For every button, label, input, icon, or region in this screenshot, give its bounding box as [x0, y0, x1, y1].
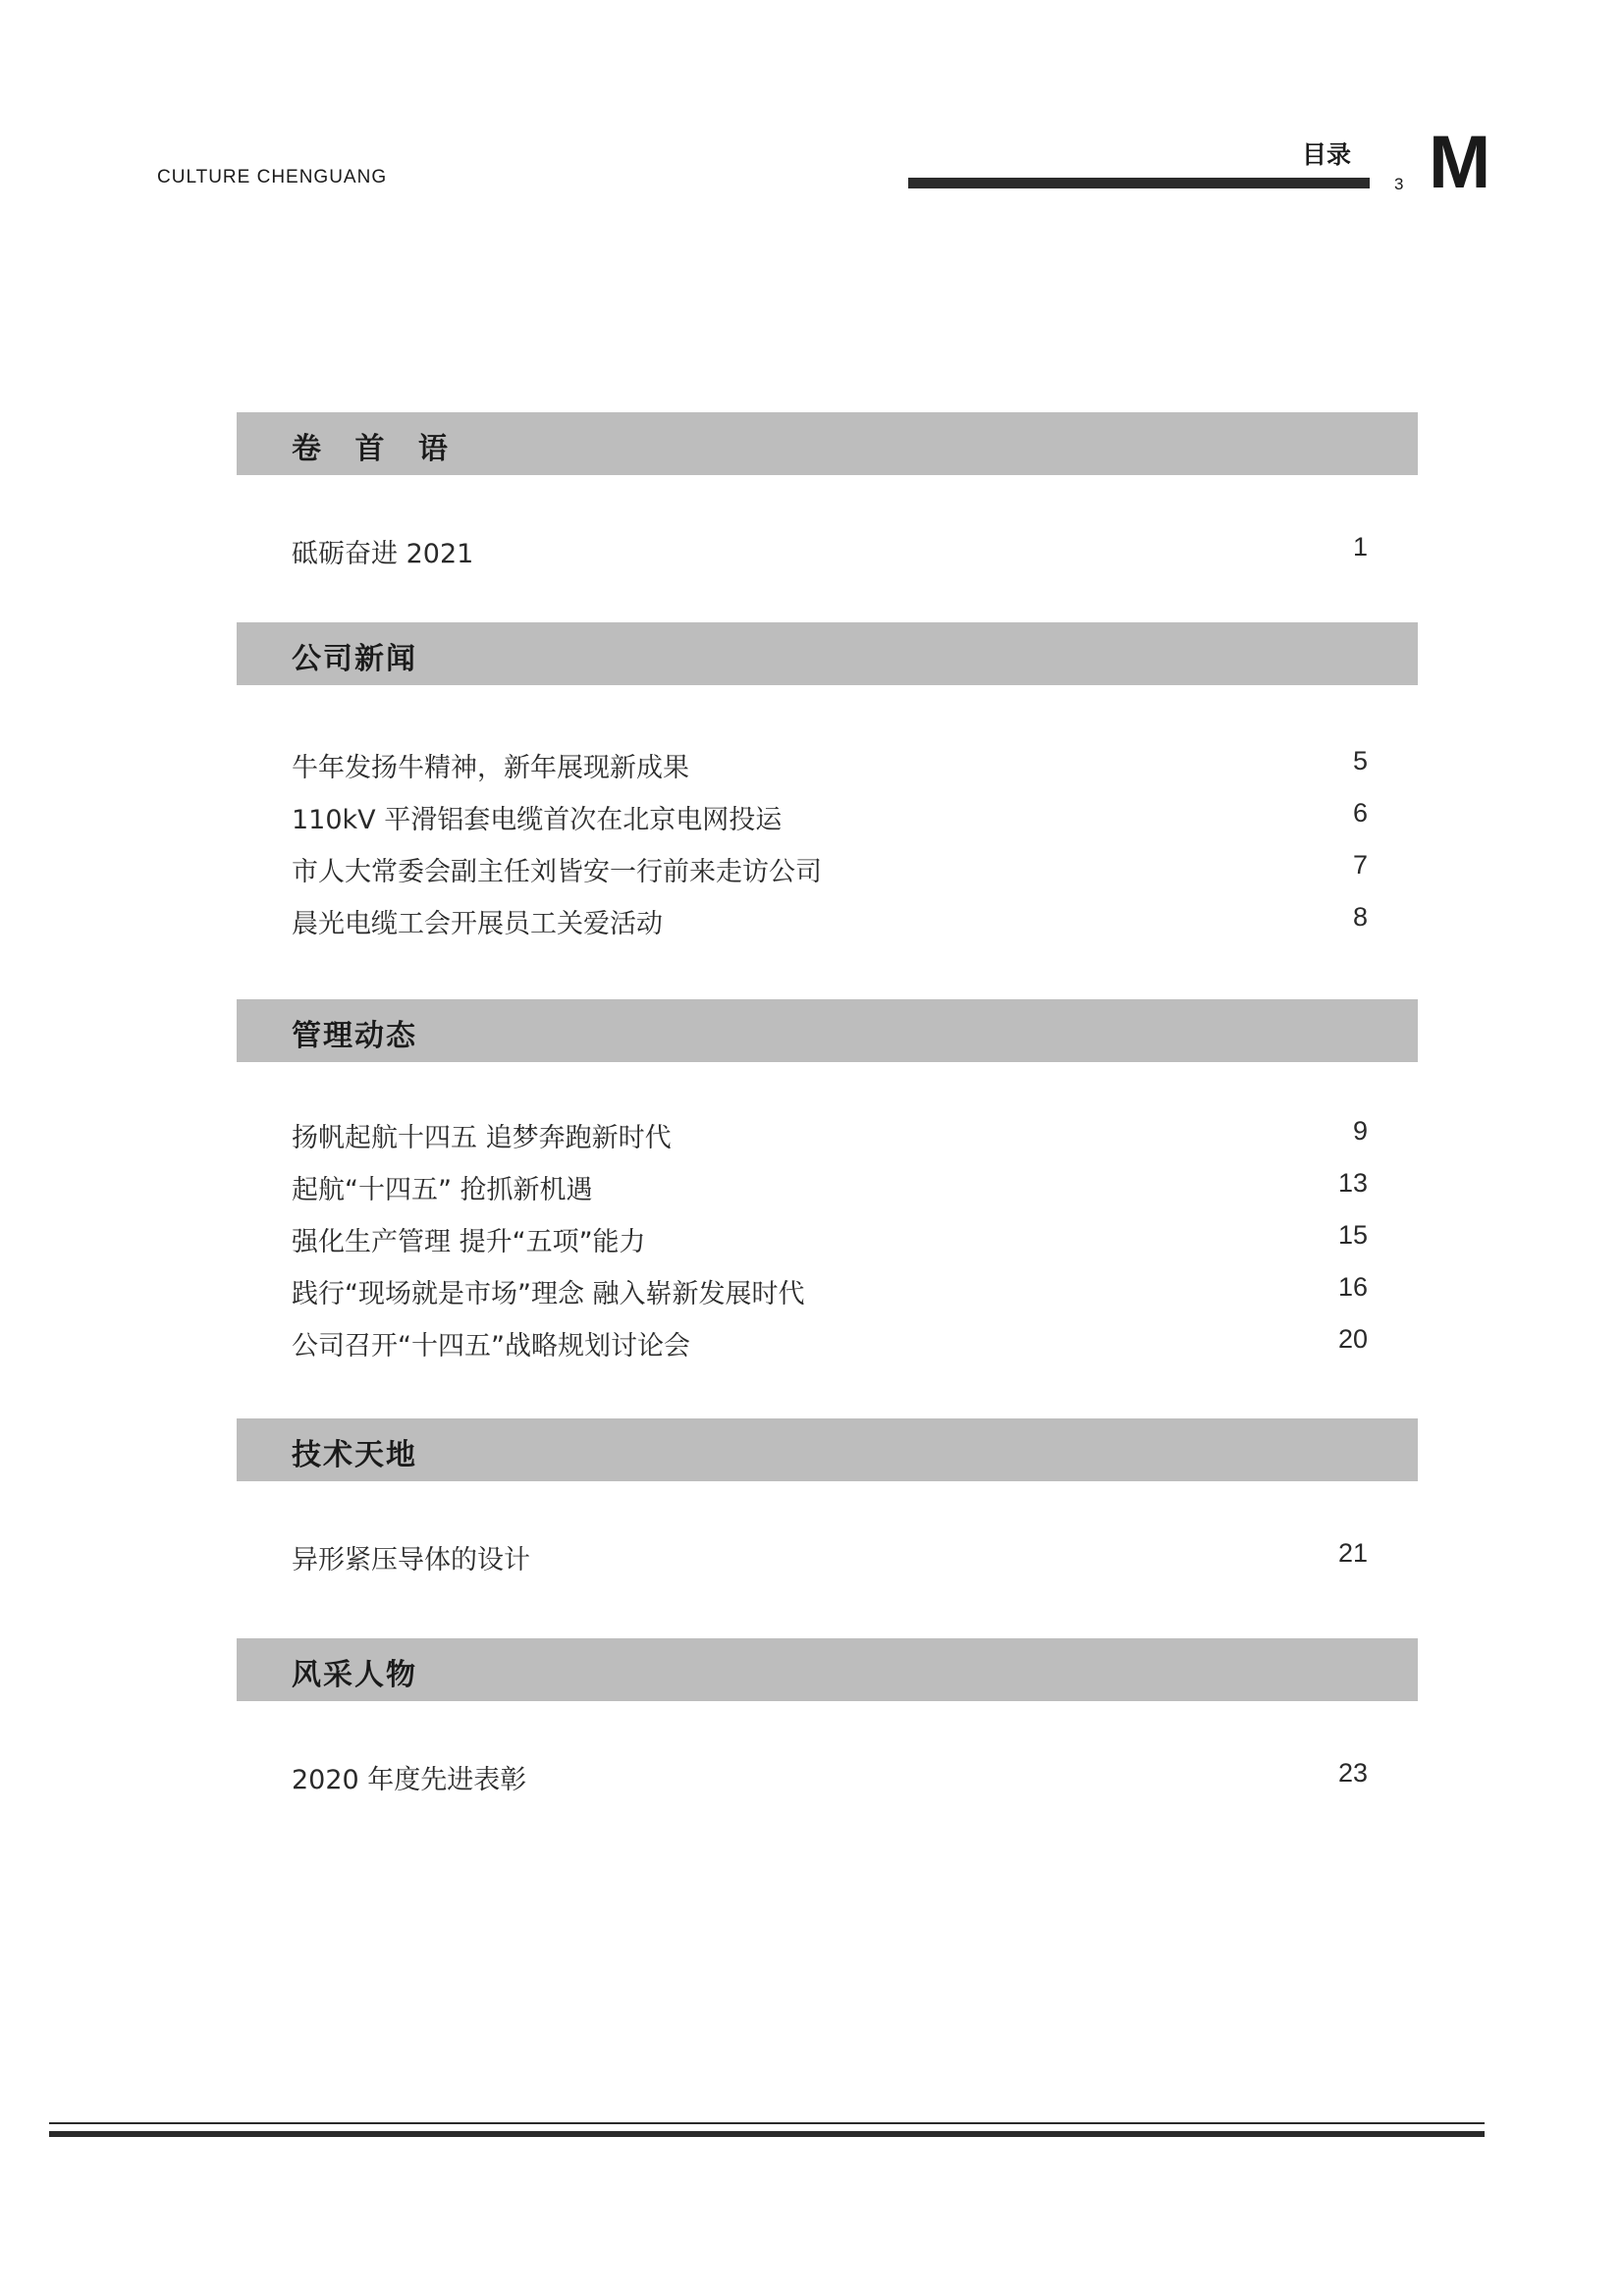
section-heading: 卷 首 语: [292, 432, 460, 466]
section-heading: 风采人物: [292, 1658, 417, 1692]
toc-entry-title: 牛年发扬牛精神，新年展现新成果: [292, 753, 689, 783]
toc-entry-page: 13: [1337, 1168, 1368, 1198]
footer-rule-thin: [49, 2122, 1485, 2124]
toc-entry-title: 晨光电缆工会开展员工关爱活动: [292, 909, 663, 939]
toc-entry-title: 市人大常委会副主任刘皆安一行前来走访公司: [292, 857, 822, 887]
toc-entry[interactable]: [292, 1538, 1368, 1577]
toc-entry-page: 16: [1337, 1272, 1368, 1302]
section-heading: 公司新闻: [292, 642, 417, 676]
toc-entry-title: 强化生产管理 提升“五项”能力: [292, 1227, 646, 1257]
toc-entry[interactable]: [292, 1324, 1368, 1363]
toc-entry-page: 9: [1352, 1116, 1368, 1146]
section-header-technology: [237, 1418, 1418, 1481]
toc-entry[interactable]: [292, 1758, 1368, 1797]
toc-entry[interactable]: [292, 902, 1368, 941]
toc-entry[interactable]: [292, 532, 1368, 571]
toc-entry[interactable]: [292, 798, 1368, 837]
section-letter: M: [1429, 121, 1491, 204]
toc-entry-page: 23: [1337, 1758, 1368, 1788]
toc-entry-title: 2020 年度先进表彰: [292, 1765, 527, 1795]
toc-entry-page: 21: [1337, 1538, 1368, 1568]
brand-text: CULTURE CHENGUANG: [157, 167, 388, 187]
page-number: 3: [1394, 175, 1404, 193]
section-heading: 管理动态: [292, 1019, 417, 1053]
toc-entry-title: 践行“现场就是市场”理念 融入崭新发展时代: [292, 1279, 805, 1309]
toc-entry-title: 砥砺奋进 2021: [292, 539, 474, 569]
toc-entry-title: 起航“十四五” 抢抓新机遇: [292, 1175, 593, 1205]
section-header-foreword: [237, 412, 1418, 475]
section-heading: 技术天地: [292, 1438, 417, 1472]
toc-entry-page: 20: [1337, 1324, 1368, 1354]
toc-entry-title: 公司召开“十四五”战略规划讨论会: [292, 1331, 690, 1362]
toc-entry-page: 5: [1352, 746, 1368, 775]
toc-entry[interactable]: [292, 1220, 1368, 1259]
section-header-people: [237, 1638, 1418, 1701]
toc-entry-page: 7: [1352, 850, 1368, 880]
toc-entry-title: 110kV 平滑铝套电缆首次在北京电网投运: [292, 805, 783, 835]
toc-entry[interactable]: [292, 1168, 1368, 1207]
toc-entry-page: 15: [1337, 1220, 1368, 1250]
page-heading: 目录: [1302, 140, 1352, 169]
toc-entry[interactable]: [292, 1116, 1368, 1155]
toc-entry[interactable]: [292, 1272, 1368, 1311]
toc-entry[interactable]: [292, 850, 1368, 889]
toc-entry-page: 6: [1352, 798, 1368, 828]
header-rule: [908, 178, 1370, 188]
footer-rule-thick: [49, 2131, 1485, 2137]
toc-entry[interactable]: [292, 746, 1368, 785]
toc-entry-title: 扬帆起航十四五 追梦奔跑新时代: [292, 1123, 672, 1153]
toc-entry-page: 1: [1352, 532, 1368, 561]
section-header-company-news: [237, 622, 1418, 685]
section-header-management: [237, 999, 1418, 1062]
toc-entry-title: 异形紧压导体的设计: [292, 1545, 530, 1575]
toc-entry-page: 8: [1352, 902, 1368, 932]
